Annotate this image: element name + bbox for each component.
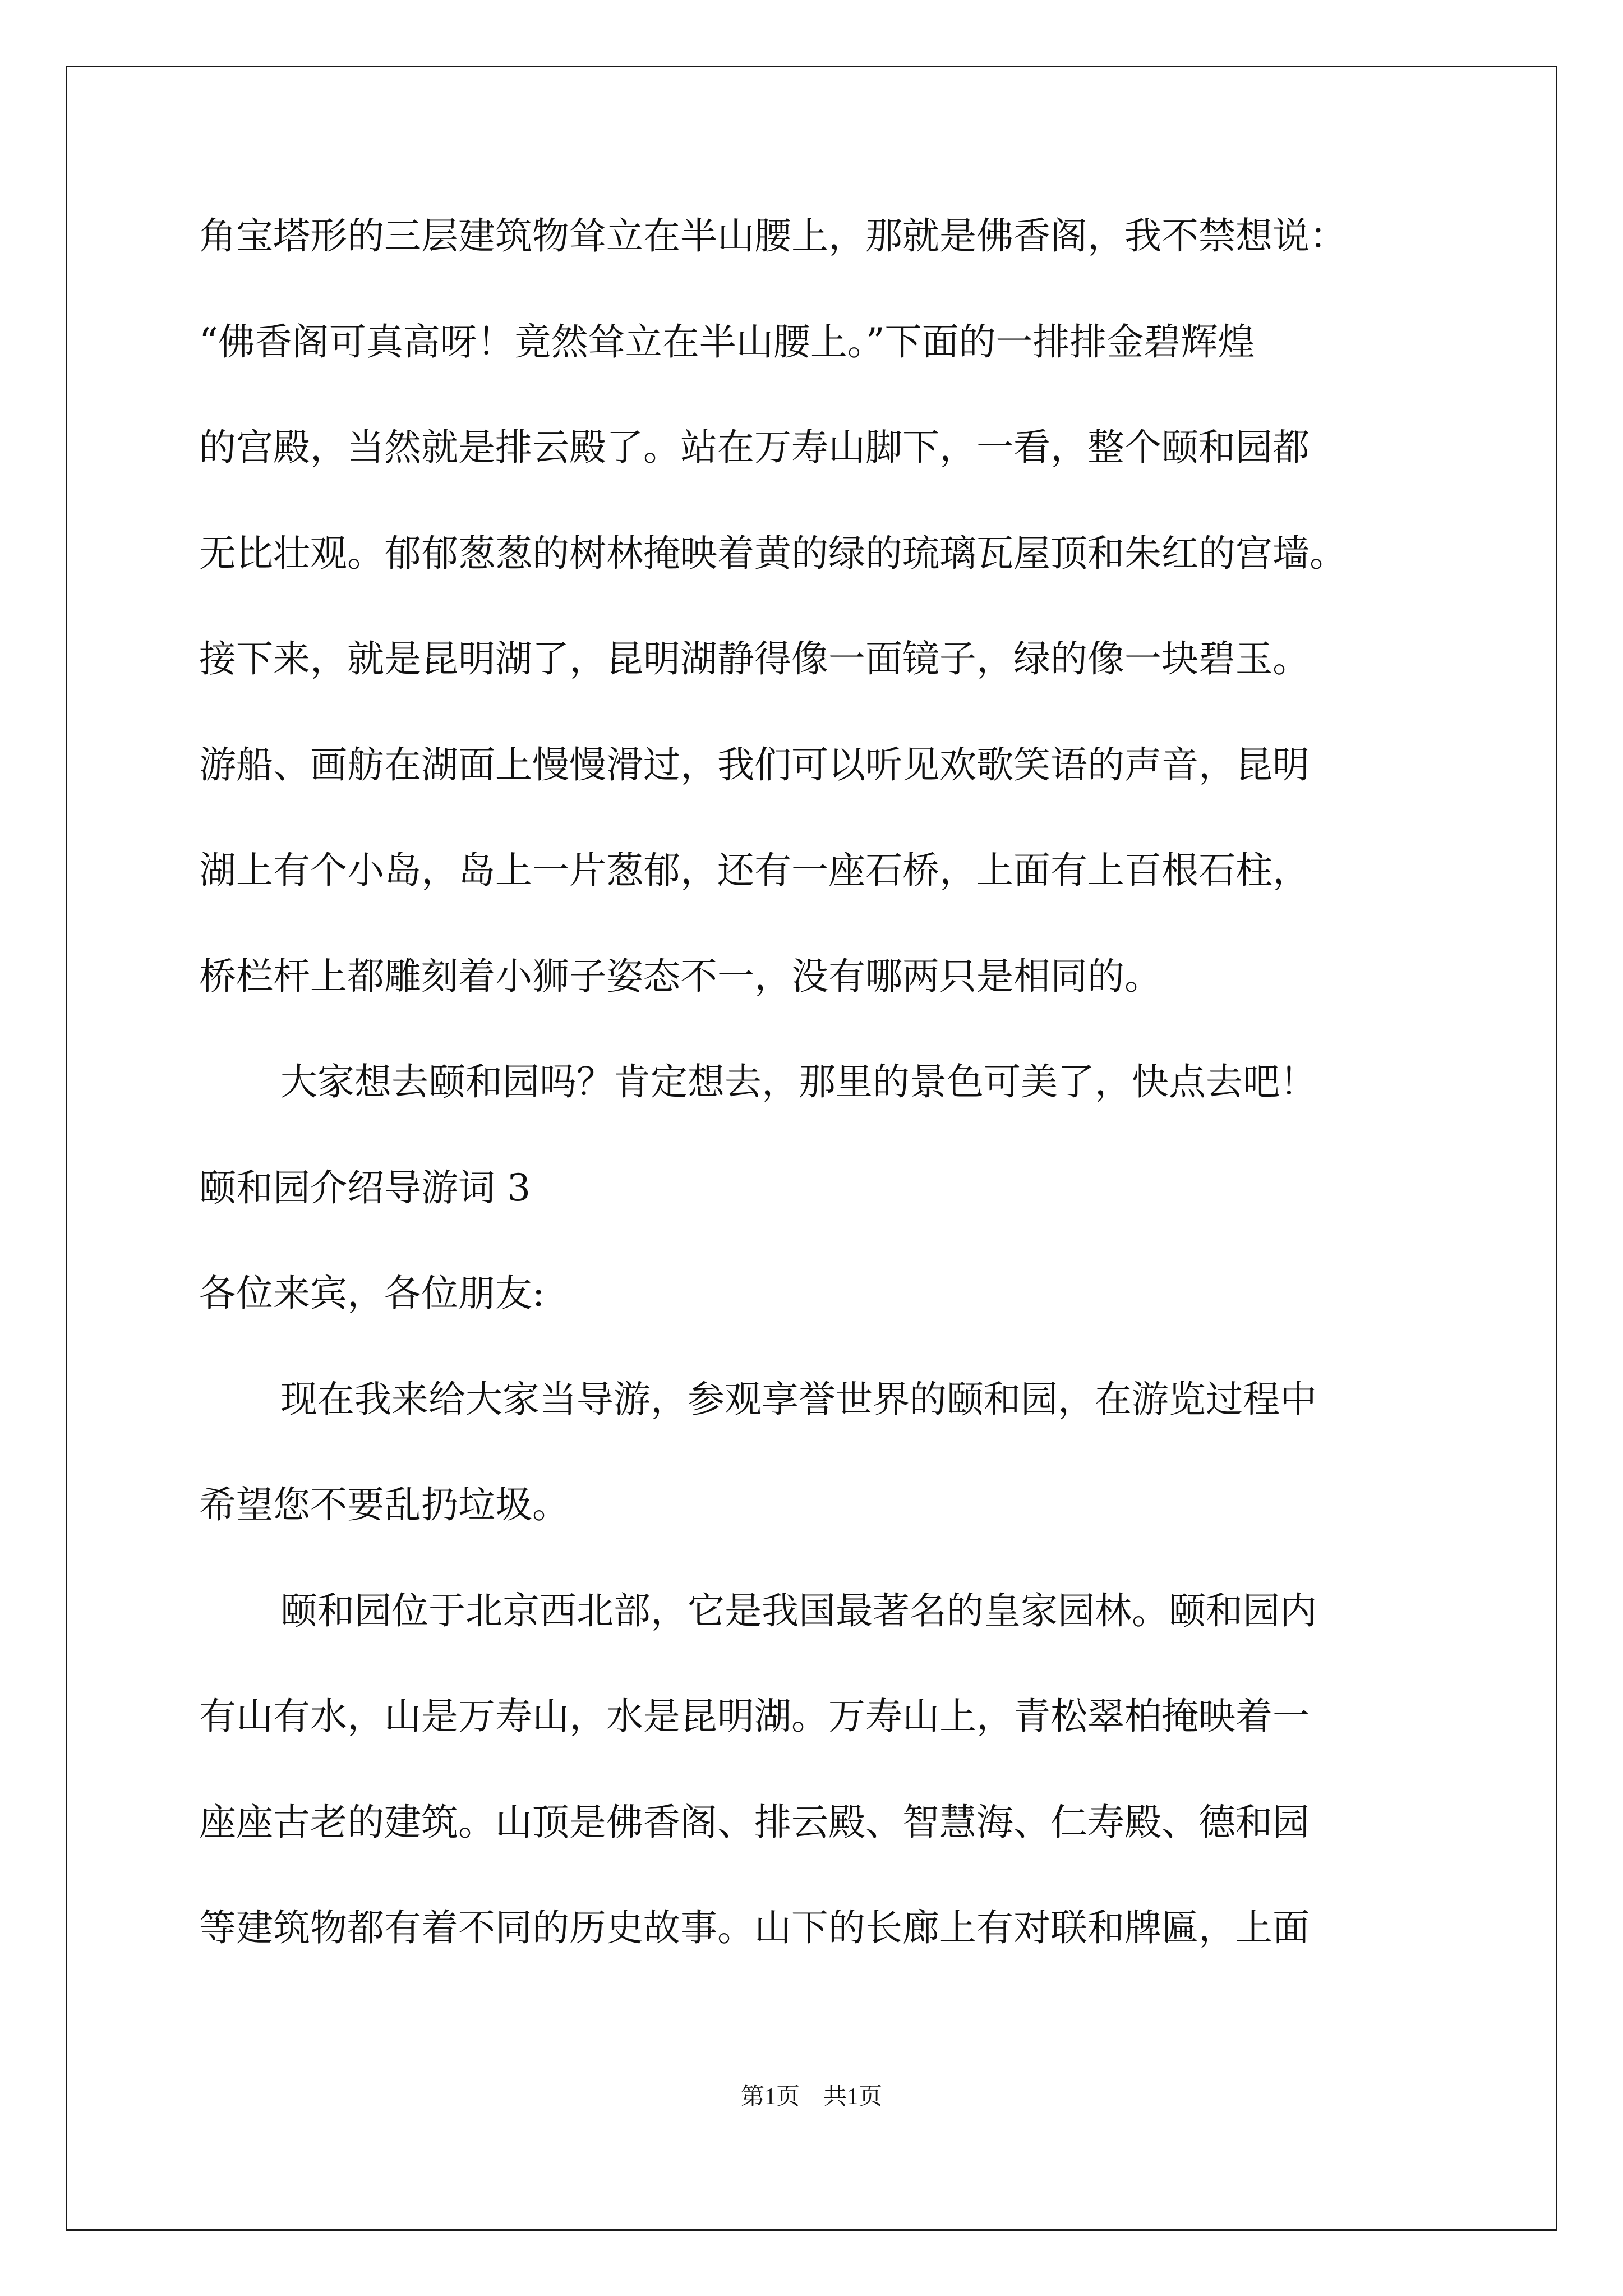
paragraph-first-line: 颐和园位于北京西北部，它是我国最著名的皇家园林。颐和园内 [280, 1589, 1317, 1632]
paragraph-first-line: 现在我来给大家当导游，参观享誉世界的颐和园，在游览过程中 [280, 1378, 1317, 1421]
text-line: 湖上有个小岛，岛上一片葱郁，还有一座石桥，上面有上百根石柱， [199, 849, 1310, 892]
text-line: 的宫殿，当然就是排云殿了。站在万寿山脚下，一看，整个颐和园都 [199, 426, 1310, 469]
text-line: 桥栏杆上都雕刻着小狮子姿态不一，没有哪两只是相同的。 [199, 955, 1161, 998]
text-line: 有山有水，山是万寿山，水是昆明湖。万寿山上，青松翠柏掩映着一 [199, 1695, 1310, 1738]
text-line: 角宝塔形的三层建筑物耸立在半山腰上，那就是佛香阁，我不禁想说： [199, 214, 1347, 257]
paragraph-first-line: 大家想去颐和园吗？肯定想去，那里的景色可美了，快点去吧！ [280, 1060, 1317, 1103]
text-line: 等建筑物都有着不同的历史故事。山下的长廊上有对联和牌匾，上面 [199, 1906, 1310, 1949]
text-line: 希望您不要乱扔垃圾。 [199, 1483, 569, 1526]
section-heading: 颐和园介绍导游词 3 [199, 1166, 531, 1209]
salutation: 各位来宾，各位朋友: [199, 1272, 545, 1315]
page-footer: 第1页 共1页 [740, 2084, 882, 2110]
text-line: 座座古老的建筑。山顶是佛香阁、排云殿、智慧海、仁寿殿、德和园 [199, 1801, 1310, 1844]
text-line: 游船、画舫在湖面上慢慢滑过，我们可以听见欢歌笑语的声音，昆明 [199, 743, 1310, 786]
text-line: “佛香阁可真高呀！竟然耸立在半山腰上。”下面的一排排金碧辉煌 [199, 320, 1255, 364]
text-line: 接下来，就是昆明湖了，昆明湖静得像一面镜子，绿的像一块碧玉。 [199, 637, 1310, 680]
text-line: 无比壮观。郁郁葱葱的树林掩映着黄的绿的琉璃瓦屋顶和朱红的宫墙。 [199, 532, 1347, 575]
